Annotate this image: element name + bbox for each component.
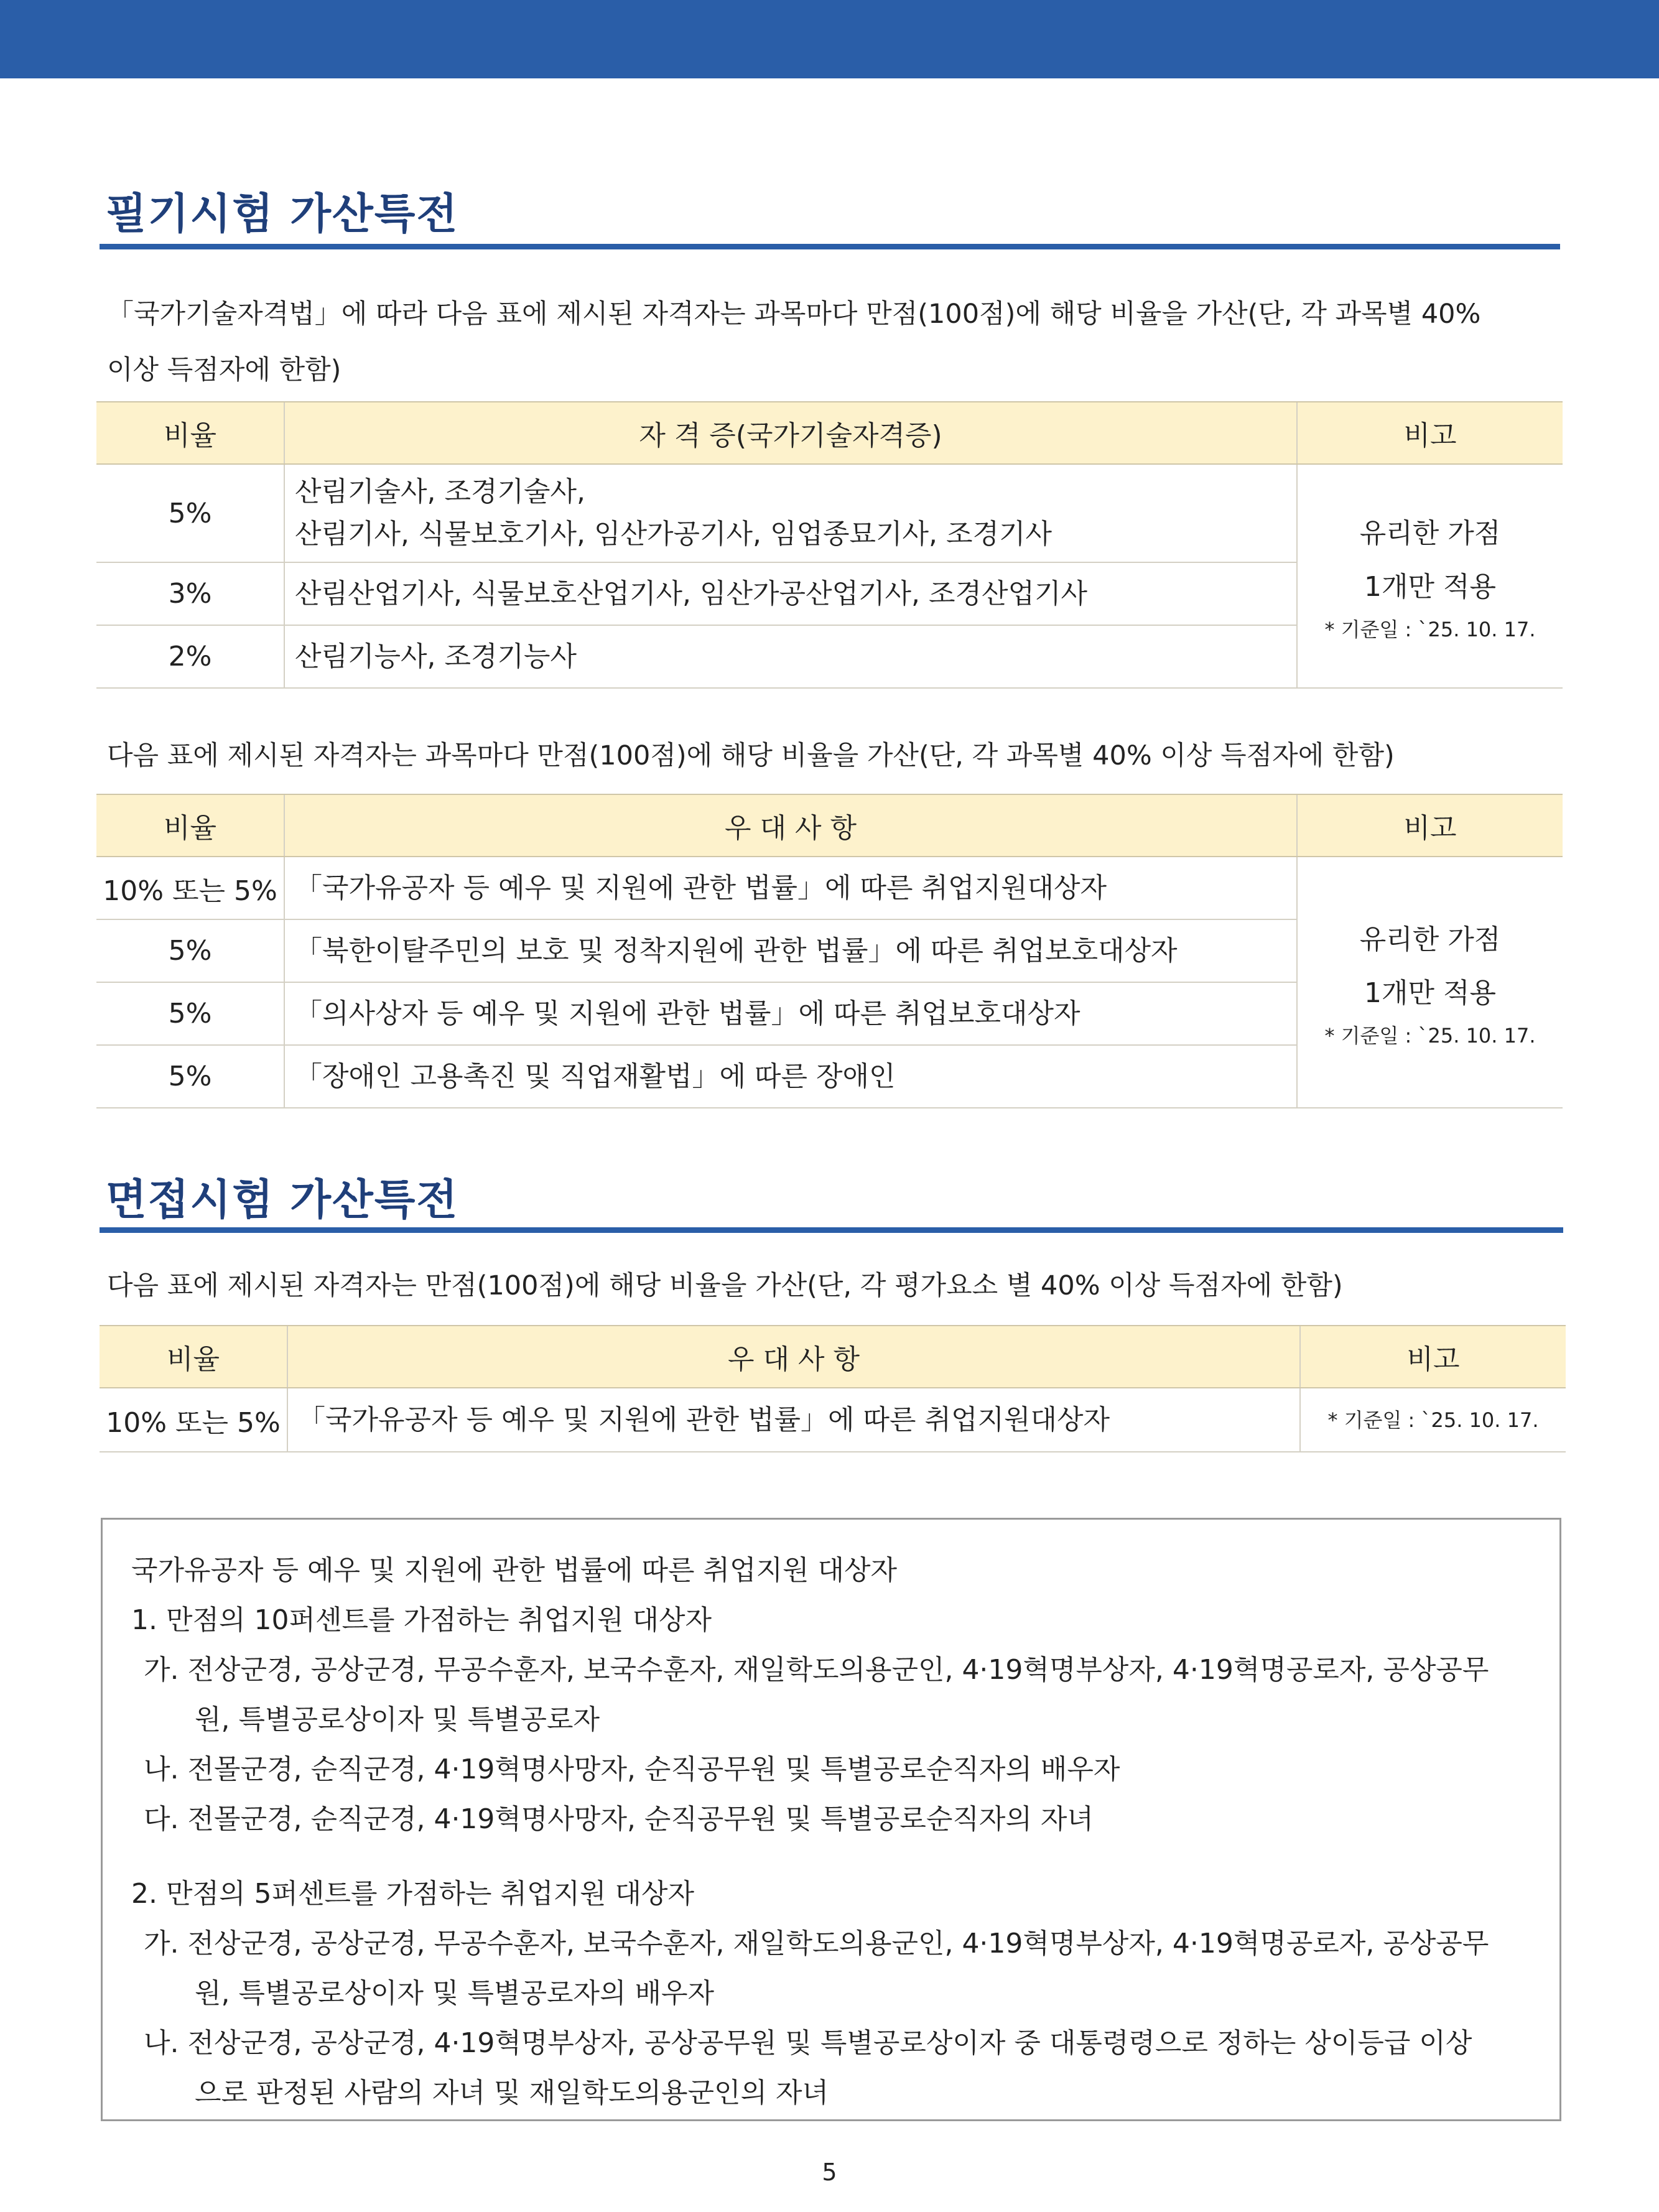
rate-cell: 5% — [96, 1045, 284, 1108]
note-cell — [1297, 464, 1563, 688]
table-row — [96, 464, 1563, 562]
box-section1-item-c: 다. 전몰군경, 순직군경, 4·19혁명사망자, 순직공무원 및 특별공로순직자의 자녀 — [144, 1803, 1094, 1835]
header-preference: 우 대 사 항 — [284, 794, 1297, 857]
box-section1-item-a-cont: 원, 특별공로상이자 및 특별공로자 — [195, 1704, 600, 1736]
table-header-row — [96, 402, 1563, 464]
reference-date: * 기준일 : `25. 10. 17. — [1324, 618, 1536, 641]
certificate-cell: 산림산업기사, 식물보호산업기사, 임산가공산업기사, 조경산업기사 — [284, 562, 1297, 625]
top-header-bar — [0, 0, 1659, 78]
box-section2-item-a: 가. 전상군경, 공상군경, 무공수훈자, 보국수훈자, 재일학도의용군인, 4·19혁명부상자, 4·19혁명공로자, 공상공무 — [144, 1928, 1489, 1959]
table-row — [100, 1388, 1566, 1452]
preference-bonus-table — [96, 794, 1563, 1108]
box-section2-title: 2. 만점의 5퍼센트를 가점하는 취업지원 대상자 — [131, 1878, 694, 1910]
eligibility-detail-box — [101, 1518, 1561, 2121]
certificate-cell: 산림기능사, 조경기능사 — [284, 625, 1297, 688]
written-intro-line2: 이상 득점자에 한함) — [107, 355, 342, 386]
reference-date: * 기준일 : `25. 10. 17. — [1327, 1408, 1539, 1432]
interview-exam-title: 면접시험 가산특전 — [106, 1176, 459, 1225]
preference-cell: 「국가유공자 등 예우 및 지원에 관한 법률」에 따른 취업지원대상자 — [287, 1388, 1300, 1452]
header-rate: 비율 — [100, 1326, 287, 1388]
box-section2-item-b: 나. 전상군경, 공상군경, 4·19혁명부상자, 공상공무원 및 특별공로상이자 중 대통령령으로 정하는 상이등급 이상 — [144, 2027, 1472, 2059]
box-heading: 국가유공자 등 예우 및 지원에 관한 법률에 따른 취업지원 대상자 — [131, 1554, 897, 1586]
table-header-row — [96, 794, 1563, 857]
rate-cell: 5% — [96, 982, 284, 1045]
note-cell — [1300, 1388, 1566, 1452]
certificate-line: 산림기사, 식물보호기사, 임산가공기사, 임업종묘기사, 조경기사 — [295, 518, 1052, 550]
preference-cell: 「국가유공자 등 예우 및 지원에 관한 법률」에 따른 취업지원대상자 — [284, 857, 1297, 919]
written-exam-title: 필기시험 가산특전 — [106, 190, 459, 239]
written-intro-2: 다음 표에 제시된 자격자는 과목마다 만점(100점)에 해당 비율을 가산(단, 각 과목별 40% 이상 득점자에 한함) — [107, 740, 1395, 771]
certificate-line: 산림기술사, 조경기술사, — [295, 476, 585, 508]
note-line: 유리한 가점 — [1359, 518, 1501, 549]
table-row — [96, 857, 1563, 919]
reference-date: * 기준일 : `25. 10. 17. — [1324, 1024, 1536, 1048]
written-intro — [107, 286, 1563, 398]
box-section1-item-b: 나. 전몰군경, 순직군경, 4·19혁명사망자, 순직공무원 및 특별공로순직자의 배우자 — [144, 1754, 1120, 1785]
header-preference: 우 대 사 항 — [287, 1326, 1300, 1388]
header-note: 비고 — [1297, 794, 1563, 857]
note-line: 1개만 적용 — [1364, 977, 1496, 1009]
certificate-cell — [284, 464, 1297, 562]
rate-cell: 5% — [96, 919, 284, 982]
header-rate: 비율 — [96, 402, 284, 464]
rate-cell: 2% — [96, 625, 284, 688]
box-section2-item-a-cont: 원, 특별공로상이자 및 특별공로자의 배우자 — [195, 1977, 715, 2009]
rate-cell: 3% — [96, 562, 284, 625]
written-intro-line1: 「국가기술자격법」에 따라 다음 표에 제시된 자격자는 과목마다 만점(100점)에 해당 비율을 가산(단, 각 과목별 40% — [107, 299, 1481, 330]
table-header-row — [100, 1326, 1566, 1388]
page-number: 5 — [822, 2159, 837, 2186]
preference-cell: 「의사상자 등 예우 및 지원에 관한 법률」에 따른 취업보호대상자 — [284, 982, 1297, 1045]
certificate-bonus-table — [96, 401, 1563, 689]
rate-cell: 10% 또는 5% — [96, 857, 284, 919]
header-note: 비고 — [1300, 1326, 1566, 1388]
interview-title-rule — [100, 1227, 1563, 1233]
note-line: 1개만 적용 — [1364, 571, 1496, 603]
box-section1-item-a: 가. 전상군경, 공상군경, 무공수훈자, 보국수훈자, 재일학도의용군인, 4·19혁명부상자, 4·19혁명공로자, 공상공무 — [144, 1654, 1489, 1686]
preference-cell: 「북한이탈주민의 보호 및 정착지원에 관한 법률」에 따른 취업보호대상자 — [284, 919, 1297, 982]
rate-cell: 10% 또는 5% — [100, 1388, 287, 1452]
note-cell — [1297, 857, 1563, 1108]
header-certificate: 자 격 증(국가기술자격증) — [284, 402, 1297, 464]
preference-cell: 「장애인 고용촉진 및 직업재활법」에 따른 장애인 — [284, 1045, 1297, 1108]
written-title-rule — [100, 244, 1560, 249]
note-line: 유리한 가점 — [1359, 924, 1501, 955]
rate-cell: 5% — [96, 464, 284, 562]
interview-bonus-table — [100, 1325, 1566, 1452]
box-section2-item-b-cont: 으로 판정된 사람의 자녀 및 재일학도의용군인의 자녀 — [195, 2077, 829, 2109]
interview-intro: 다음 표에 제시된 자격자는 만점(100점)에 해당 비율을 가산(단, 각 평가요소 별 40% 이상 득점자에 한함) — [107, 1270, 1343, 1301]
header-note: 비고 — [1297, 402, 1563, 464]
header-rate: 비율 — [96, 794, 284, 857]
box-section1-title: 1. 만점의 10퍼센트를 가점하는 취업지원 대상자 — [131, 1604, 712, 1636]
